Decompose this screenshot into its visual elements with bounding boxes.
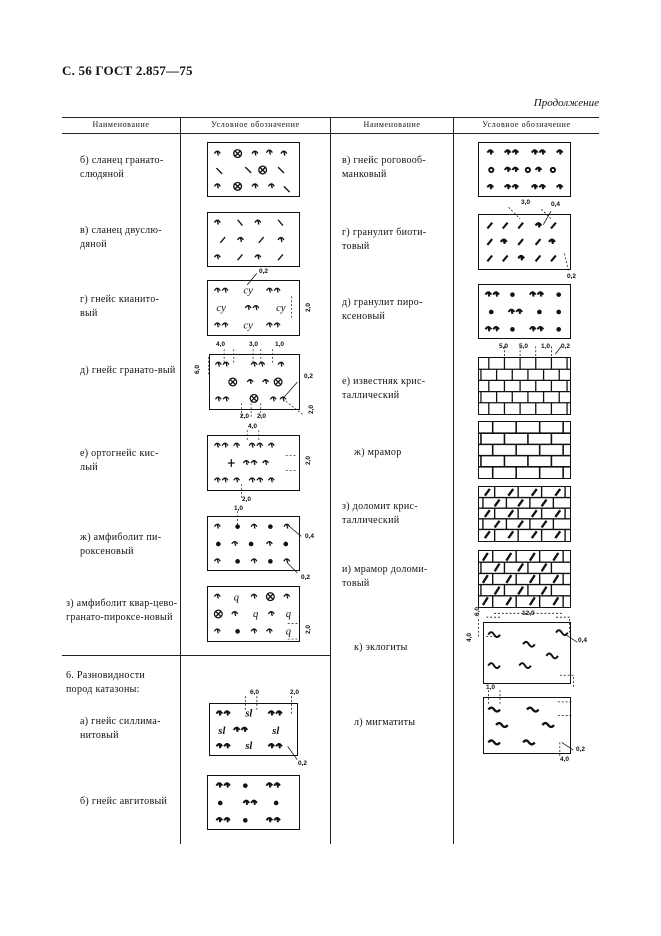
item-label: и) мрамор доломи-товый (342, 564, 428, 589)
dimension-label: 2,0 (240, 413, 250, 420)
dimension-label: 0,4 (578, 637, 588, 644)
page-title: С. 56 ГОСТ 2.857—75 (62, 63, 193, 78)
symbol-kyanite-gneiss (207, 268, 312, 336)
section-heading: 6. Разновидности пород катазоны: (66, 670, 146, 695)
symbol-pyroxene-amphibolite (207, 505, 315, 581)
dimension-label: 2,0 (305, 456, 312, 466)
symbol-crystalline-dolomite (478, 486, 571, 542)
section-divider (62, 655, 330, 656)
column-divider-3 (453, 117, 454, 844)
svg-text:sl: sl (272, 725, 280, 737)
column-header-name-right: Наименование (363, 120, 421, 129)
dimension-label: 4,0 (560, 756, 570, 763)
dimension-label: 4,0 (216, 341, 226, 348)
dimension-label: 1,0 (541, 343, 551, 350)
item-label: в) сланец двуслю-дяной (80, 225, 162, 250)
symbol-dolomitic-marble (478, 550, 571, 608)
item-label: е) ортогнейс кис-лый (80, 448, 159, 473)
dimension-label: 0,2 (304, 373, 314, 380)
svg-text:q: q (253, 608, 259, 620)
dimension-label: 5,0 (499, 343, 509, 350)
dimension-label: 0,4 (551, 201, 561, 208)
dimension-label: 2,0 (305, 625, 312, 635)
dimension-label: 3,0 (249, 341, 259, 348)
dimension-label: 12,0 (522, 610, 535, 617)
column-header-symbol-left: Условное обозначение (211, 120, 300, 129)
item-label: д) гнейс гранато-вый (80, 365, 176, 376)
symbol-augite-gneiss (207, 775, 300, 830)
dimension-label: 2,0 (257, 413, 267, 420)
item-label: ж) амфиболит пи-роксеновый (80, 532, 162, 557)
dimension-label: 1,0 (234, 505, 244, 512)
symbol-acid-orthogneiss (207, 423, 312, 503)
item-label: г) гнейс кианито-вый (80, 294, 160, 319)
dimension-label: 2,0 (308, 405, 315, 415)
dimension-label: 0,2 (576, 746, 586, 753)
svg-text:cy: cy (243, 285, 253, 297)
symbol-garnet-mica-schist (207, 142, 300, 197)
svg-text:cy: cy (216, 302, 226, 314)
item-label: е) известняк крис-таллический (342, 376, 426, 401)
svg-text:sl: sl (245, 708, 253, 720)
symbol-eclogites (466, 607, 588, 684)
symbol-two-mica-schist (207, 212, 300, 267)
item-label: л) мигматиты (354, 717, 416, 728)
item-label: а) гнейс силлима-нитовый (80, 716, 161, 741)
svg-text:cy: cy (243, 320, 253, 332)
dimension-label: 1,0 (275, 341, 285, 348)
dimension-label: 6,0 (194, 365, 201, 375)
symbol-sillimanite-gneiss (209, 689, 308, 767)
dimension-label: 6,0 (474, 607, 481, 617)
dimension-label: 0,2 (298, 760, 308, 767)
dimension-label: 0,2 (561, 343, 571, 350)
symbol-hornblende-gneiss (478, 142, 571, 197)
item-label: ж) мрамор (354, 447, 402, 458)
svg-text:q: q (233, 592, 240, 604)
item-label: з) амфиболит квар-цево-гранато-пироксе-новый (66, 598, 178, 623)
symbol-migmatites (483, 684, 586, 763)
symbol-biotite-granulite (478, 199, 577, 280)
item-label: г) гранулит биоти-товый (342, 227, 427, 252)
symbol-marble (478, 421, 571, 479)
svg-text:sl: sl (245, 741, 253, 753)
svg-text:q: q (285, 608, 292, 620)
item-label: в) гнейс роговооб-манковый (342, 155, 427, 180)
column-divider-2 (330, 117, 331, 844)
dimension-label: 0,2 (301, 574, 311, 581)
dimension-label: 0,2 (567, 273, 577, 280)
item-label: з) доломит крис-таллический (342, 501, 418, 526)
dimension-label: 0,4 (305, 533, 315, 540)
dimension-label: 5,0 (519, 343, 529, 350)
symbol-pyroxene-granulite (478, 284, 571, 339)
item-label: б) гнейс авгитовый (80, 796, 168, 807)
dimension-label: 2,0 (305, 303, 312, 313)
dimension-label: 2,0 (290, 689, 300, 696)
svg-text:cy: cy (276, 302, 286, 314)
dimension-label: 4,0 (248, 423, 258, 430)
column-header-symbol-right: Условное обозначение (482, 120, 571, 129)
symbol-quartz-garnet-pyroxene-amphibolite (207, 586, 312, 642)
dimension-label: 0,2 (259, 268, 269, 275)
svg-text:sl: sl (218, 725, 226, 737)
column-divider-1 (180, 117, 181, 844)
dimension-label: 1,0 (486, 684, 496, 691)
item-label: б) сланец гранато-слюдяной (80, 155, 164, 180)
column-header-name-left: Наименование (92, 120, 150, 129)
dimension-label: 2,0 (242, 496, 252, 503)
symbol-garnet-gneiss (194, 341, 315, 420)
continuation-note: Продолжение (533, 97, 599, 109)
symbol-crystalline-limestone (478, 343, 571, 415)
dimension-label: 6,0 (250, 689, 260, 696)
item-label: д) гранулит пиро-ксеновый (342, 297, 423, 322)
item-label: к) эклогиты (354, 642, 408, 653)
dimension-label: 4,0 (466, 633, 473, 643)
dimension-label: 3,0 (521, 199, 531, 206)
svg-text:q: q (285, 626, 292, 638)
